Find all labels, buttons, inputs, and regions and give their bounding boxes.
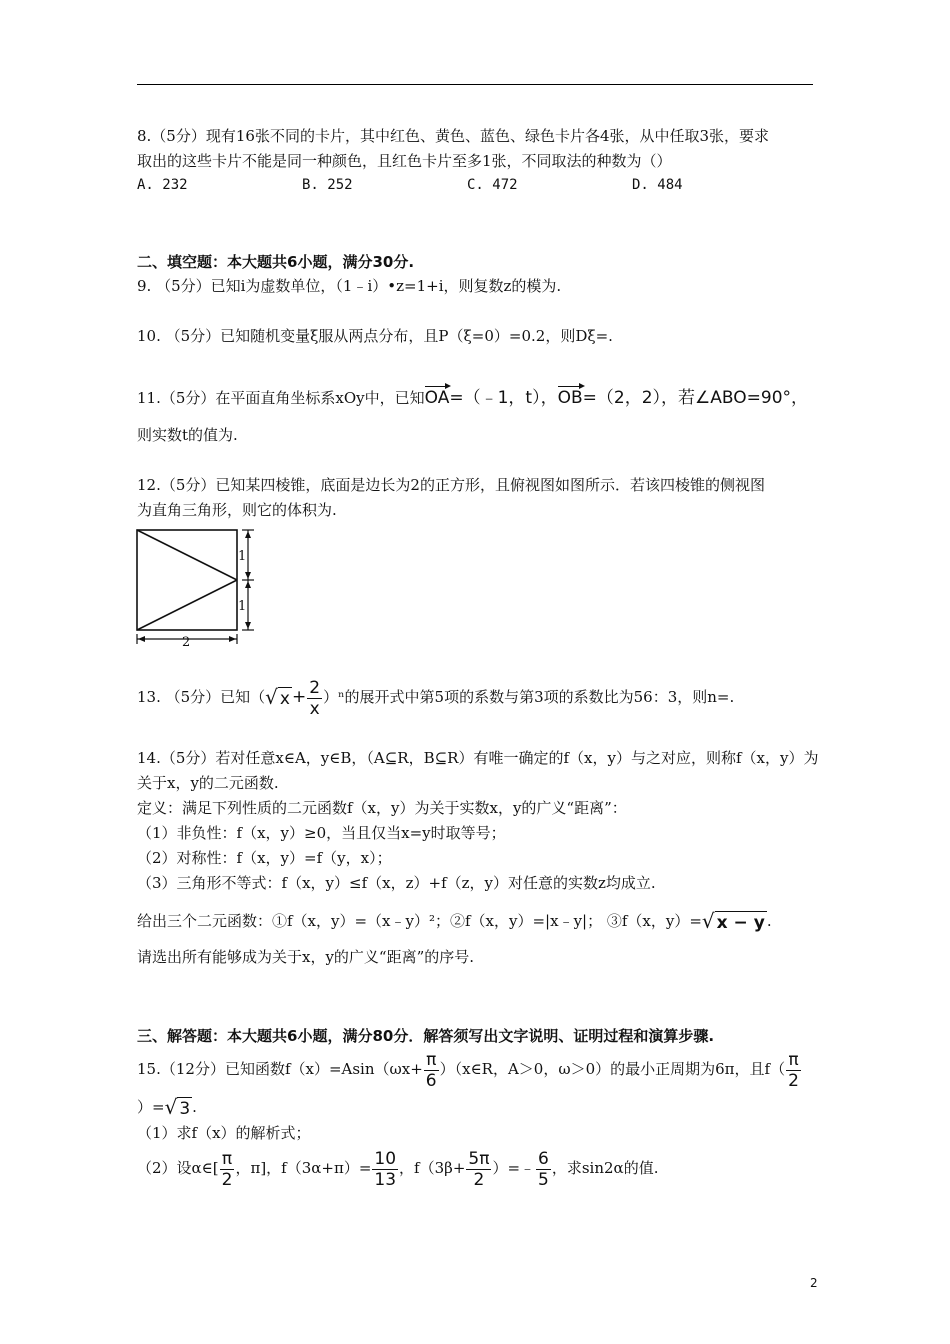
q13-line: 13. （5分）已知（√ x + $\frac{2}{x}$ ）ⁿ的展开式中第5项的系数与第3项的系数比为56：3，则n=. (137, 674, 734, 720)
q12-line2: 为直角三角形，则它的体积为. (137, 501, 337, 519)
q14-line1: 14.（5分）若对任意x∈A，y∈B，（A⊆R，B⊆R）有唯一确定的f（x，y）与之对应，则称f（x，y）为 (137, 749, 819, 767)
fraction-pi-over-2: $\frac{\pi}{2}$ (788, 1049, 799, 1091)
fraction-pi-over-6: $\frac{\pi}{6}$ (425, 1049, 437, 1091)
q11-ob-value: =（2，2），若∠ABO=90°， (582, 388, 809, 408)
section2-heading: 二、填空题：本大题共6小题，满分30分. (137, 253, 415, 271)
q10-text: 10. （5分）已知随机变量ξ服从两点分布，且P（ξ=0）=0.2，则Dξ=. (137, 327, 613, 345)
page-number: 2 (810, 1276, 818, 1290)
q9-text: 9. （5分）已知i为虚数单位，（1﹣i）•z=1+i，则复数z的模为. (137, 277, 562, 295)
q14-line8: 请选出所有能够成为关于x，y的广义“距离”的序号. (137, 948, 475, 966)
diagonal-lower (137, 580, 237, 630)
sqrt-3: √ 3 (164, 1095, 191, 1119)
arrow-up-icon (245, 531, 251, 538)
q8-option-a: A. 232 (137, 177, 188, 193)
q14-line4: （1）非负性：f（x，y）≥0，当且仅当x=y时取等号； (137, 824, 506, 842)
fig-label-bottom: 1 (238, 599, 247, 614)
q13-pre: 13. （5分）已知（ (137, 688, 266, 706)
top-view-figure (130, 525, 260, 647)
fraction-10-over-13: $\frac{10}{13}$ (374, 1148, 397, 1190)
vector-oa: OA (424, 388, 450, 408)
sqrt-x-minus-y: √ x − y (701, 909, 765, 933)
fig-label-width: 2 (182, 635, 191, 647)
q15-line1: 15.（12分）已知函数f（x）=Asin（ωx+ $\frac{\pi}{6}$ ）（x∈R，A＞0，ω＞0）的最小正周期为6π，且f（ $\frac{\pi}{2}$ (137, 1049, 799, 1091)
diagonal-upper (137, 530, 237, 580)
arrow-down-icon (245, 572, 251, 579)
vector-ob: OB (557, 388, 583, 408)
sqrt-x: √ x (265, 685, 290, 709)
fraction-2-over-x: $\frac{2}{x}$ (309, 677, 321, 719)
fraction-5pi-over-2: $\frac{5\pi}{2}$ (468, 1148, 490, 1190)
q14-line2: 关于x，y的二元函数. (137, 774, 279, 792)
q8-line2: 取出的这些卡片不能是同一种颜色，且红色卡片至多1张，不同取法的种数为（） (137, 152, 672, 170)
arrow-left-icon (138, 636, 145, 642)
q8-line1: 8.（5分）现有16张不同的卡片，其中红色、黄色、蓝色、绿色卡片各4张，从中任取3张，要求 (137, 127, 770, 145)
q14-line5: （2）对称性：f（x，y）=f（y，x）； (137, 849, 392, 867)
section3-heading: 三、解答题：本大题共6小题，满分80分．解答须写出文字说明、证明过程和演算步骤. (137, 1027, 715, 1045)
q15-line2: ）=√ 3 . (137, 1094, 197, 1122)
q8-option-d: D. 484 (632, 177, 683, 193)
fraction-pi-over-2: $\frac{\pi}{2}$ (221, 1148, 233, 1190)
arrow-up-icon (245, 581, 251, 588)
q15-part1: （1）求f（x）的解析式； (137, 1124, 311, 1142)
q14-line3: 定义：满足下列性质的二元函数f（x，y）为关于实数x，y的广义“距离”： (137, 799, 627, 817)
q15-part2: （2）设α∈[ $\frac{\pi}{2}$ ，π]，f（3α+π）= $\frac{10}{13}$ ，f（3β+ $\frac{5\pi}{2}$ ）=﹣ $\frac{6}{5}$ ，求sin2α的值. (137, 1148, 659, 1190)
fig-label-top: 1 (238, 549, 247, 564)
header-rule (137, 84, 813, 85)
q13-post: ）ⁿ的展开式中第5项的系数与第3项的系数比为56：3，则n=. (323, 688, 735, 706)
fraction-6-over-5: $\frac{6}{5}$ (538, 1148, 549, 1190)
arrow-right-icon (229, 636, 236, 642)
q14-line7: 给出三个二元函数：①f（x，y）=（x﹣y）²；②f（x，y）=|x﹣y|； ③f（x，y）=√ x − y . (137, 908, 772, 936)
q14-line6: （3）三角形不等式：f（x，y）≤f（x，z）+f（z，y）对任意的实数z均成立. (137, 874, 656, 892)
square-outline (137, 530, 237, 630)
q12-line1: 12.（5分）已知某四棱锥，底面是边长为2的正方形，且俯视图如图所示．若该四棱锥的侧视图 (137, 476, 765, 494)
q11-pre: 11.（5分）在平面直角坐标系xOy中，已知 (137, 389, 425, 407)
arrow-down-icon (245, 622, 251, 629)
q11-line2: 则实数t的值为. (137, 426, 238, 444)
q8-option-b: B. 252 (302, 177, 353, 193)
q8-option-c: C. 472 (467, 177, 518, 193)
q11-line1 (137, 388, 808, 408)
q11-oa-value: =（﹣1，t）， (449, 388, 558, 408)
